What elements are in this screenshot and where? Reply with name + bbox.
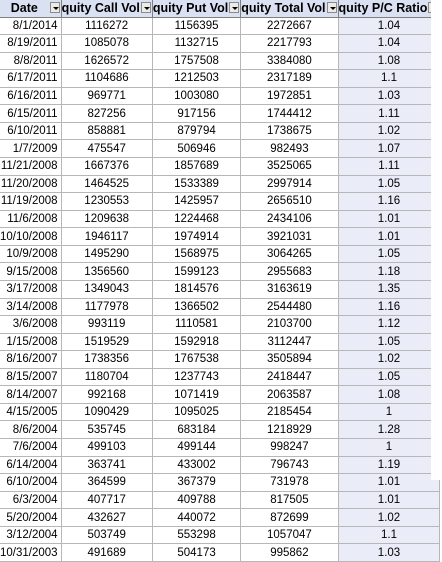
- window-edge: [431, 0, 442, 480]
- table-cell[interactable]: 1.1: [338, 526, 440, 544]
- table-cell[interactable]: 2272667: [241, 17, 338, 35]
- table-cell[interactable]: 11/6/2008: [0, 210, 61, 228]
- table-cell[interactable]: 2418447: [241, 368, 338, 386]
- table-row: [0, 544, 440, 562]
- table-cell[interactable]: 827256: [61, 105, 152, 123]
- table-row: [0, 439, 440, 457]
- table-cell[interactable]: 2103700: [241, 316, 338, 334]
- table-row: [0, 456, 440, 474]
- table-row: [0, 70, 440, 88]
- table-cell[interactable]: 491689: [61, 544, 152, 562]
- table-cell[interactable]: 1626572: [61, 52, 152, 70]
- table-cell[interactable]: 1349043: [61, 280, 152, 298]
- table-cell[interactable]: 1738356: [61, 351, 152, 369]
- table-cell[interactable]: 10/9/2008: [0, 245, 61, 263]
- table-row: [0, 298, 440, 316]
- table-row: [0, 158, 440, 176]
- table-cell[interactable]: 1.12: [338, 316, 440, 334]
- table-cell[interactable]: 3/17/2008: [0, 280, 61, 298]
- table-cell[interactable]: 409788: [152, 491, 240, 509]
- table-cell[interactable]: 1599123: [152, 263, 240, 281]
- table-cell[interactable]: 1/7/2009: [0, 140, 61, 158]
- header-date[interactable]: Date: [0, 0, 61, 17]
- table-cell[interactable]: 1104686: [61, 70, 152, 88]
- table-cell[interactable]: 407717: [61, 491, 152, 509]
- table-cell[interactable]: 3/14/2008: [0, 298, 61, 316]
- table-cell[interactable]: 9/15/2008: [0, 263, 61, 281]
- table-row: [0, 280, 440, 298]
- table-cell[interactable]: 364599: [61, 474, 152, 492]
- table-row: [0, 403, 440, 421]
- table-cell[interactable]: 858881: [61, 122, 152, 140]
- table-cell[interactable]: 506946: [152, 140, 240, 158]
- table-cell[interactable]: 1767538: [152, 351, 240, 369]
- table-cell[interactable]: 1.08: [338, 386, 440, 404]
- table-cell[interactable]: 2063587: [241, 386, 338, 404]
- table-cell[interactable]: 1212503: [152, 70, 240, 88]
- table-row: [0, 333, 440, 351]
- table-cell[interactable]: 1.04: [338, 35, 440, 53]
- table-cell[interactable]: 1.35: [338, 280, 440, 298]
- table-row: [0, 87, 440, 105]
- table-cell[interactable]: 982493: [241, 140, 338, 158]
- table-cell[interactable]: 8/8/2011: [0, 52, 61, 70]
- table-cell[interactable]: 1/15/2008: [0, 333, 61, 351]
- table-cell[interactable]: 1972851: [241, 87, 338, 105]
- table-cell[interactable]: 1132715: [152, 35, 240, 53]
- table-cell[interactable]: 2317189: [241, 70, 338, 88]
- table-cell[interactable]: 6/17/2011: [0, 70, 61, 88]
- table-row: [0, 491, 440, 509]
- table-cell[interactable]: 1.02: [338, 351, 440, 369]
- table-cell[interactable]: 2997914: [241, 175, 338, 193]
- table-cell[interactable]: 1425957: [152, 193, 240, 211]
- table-cell[interactable]: 1.01: [338, 228, 440, 246]
- table-cell[interactable]: 872699: [241, 509, 338, 527]
- table-cell[interactable]: 363741: [61, 456, 152, 474]
- header-total-vol[interactable]: quity Total Vol: [241, 0, 338, 17]
- table-cell[interactable]: 10/10/2008: [0, 228, 61, 246]
- filter-dropdown-icon[interactable]: [141, 2, 151, 13]
- table-cell[interactable]: 1.16: [338, 193, 440, 211]
- table-cell[interactable]: 1218929: [241, 421, 338, 439]
- table-cell[interactable]: 8/19/2011: [0, 35, 61, 53]
- table-cell[interactable]: 995862: [241, 544, 338, 562]
- table-cell[interactable]: 1230553: [61, 193, 152, 211]
- table-cell[interactable]: 1090429: [61, 403, 152, 421]
- table-cell[interactable]: 11/21/2008: [0, 158, 61, 176]
- table-cell[interactable]: 1.11: [338, 158, 440, 176]
- table-cell[interactable]: 1.1: [338, 70, 440, 88]
- table-cell[interactable]: 1116272: [61, 17, 152, 35]
- table-cell[interactable]: 3/12/2004: [0, 526, 61, 544]
- table-row: [0, 509, 440, 527]
- filter-dropdown-icon[interactable]: [229, 2, 239, 13]
- table-cell[interactable]: 553298: [152, 526, 240, 544]
- table-row: [0, 140, 440, 158]
- header-pc-ratio[interactable]: quity P/C Ratio: [338, 0, 440, 17]
- table-row: [0, 421, 440, 439]
- table-cell[interactable]: 1814576: [152, 280, 240, 298]
- table-cell[interactable]: 8/16/2007: [0, 351, 61, 369]
- table-cell[interactable]: 1744412: [241, 105, 338, 123]
- table-cell[interactable]: 992168: [61, 386, 152, 404]
- table-cell[interactable]: 3/6/2008: [0, 316, 61, 334]
- table-cell[interactable]: 1.16: [338, 298, 440, 316]
- table-cell[interactable]: 1366502: [152, 298, 240, 316]
- table-cell[interactable]: 1: [338, 403, 440, 421]
- table-cell[interactable]: 2544480: [241, 298, 338, 316]
- table-row: [0, 316, 440, 334]
- table-cell[interactable]: 1857689: [152, 158, 240, 176]
- table-row: [0, 17, 440, 35]
- table-cell[interactable]: 432627: [61, 509, 152, 527]
- table-cell[interactable]: 917156: [152, 105, 240, 123]
- table-row: [0, 175, 440, 193]
- table-cell[interactable]: 1003080: [152, 87, 240, 105]
- table-cell[interactable]: 1.05: [338, 175, 440, 193]
- table-cell[interactable]: 1.03: [338, 87, 440, 105]
- table-row: [0, 474, 440, 492]
- table-cell[interactable]: 4/15/2005: [0, 403, 61, 421]
- table-cell[interactable]: 1974914: [152, 228, 240, 246]
- table-cell[interactable]: 1.05: [338, 368, 440, 386]
- table-cell[interactable]: 1.05: [338, 333, 440, 351]
- table-cell[interactable]: 6/16/2011: [0, 87, 61, 105]
- table-cell[interactable]: 1757508: [152, 52, 240, 70]
- header-call-vol[interactable]: quity Call Vol: [61, 0, 152, 17]
- table-cell[interactable]: 1237743: [152, 368, 240, 386]
- table-cell[interactable]: 1: [338, 439, 440, 457]
- table-cell[interactable]: 367379: [152, 474, 240, 492]
- table-cell[interactable]: 499144: [152, 439, 240, 457]
- table-cell[interactable]: 817505: [241, 491, 338, 509]
- table-cell[interactable]: 1738675: [241, 122, 338, 140]
- table-cell[interactable]: 1.19: [338, 456, 440, 474]
- table-cell[interactable]: 8/14/2007: [0, 386, 61, 404]
- table-row: [0, 245, 440, 263]
- table-cell[interactable]: 1180704: [61, 368, 152, 386]
- table-cell[interactable]: 6/14/2004: [0, 456, 61, 474]
- table-cell[interactable]: 6/15/2011: [0, 105, 61, 123]
- table-cell[interactable]: 504173: [152, 544, 240, 562]
- table-cell[interactable]: 11/20/2008: [0, 175, 61, 193]
- table-cell[interactable]: 3525065: [241, 158, 338, 176]
- table-cell[interactable]: 6/3/2004: [0, 491, 61, 509]
- table-cell[interactable]: 11/19/2008: [0, 193, 61, 211]
- table-cell[interactable]: 1.08: [338, 52, 440, 70]
- table-cell[interactable]: 796743: [241, 456, 338, 474]
- table-cell[interactable]: 1177978: [61, 298, 152, 316]
- table-row: [0, 351, 440, 369]
- header-put-vol[interactable]: quity Put Vol: [152, 0, 240, 17]
- table-row: [0, 35, 440, 53]
- table-row: [0, 210, 440, 228]
- table-cell[interactable]: 1095025: [152, 403, 240, 421]
- table-row: [0, 52, 440, 70]
- table-cell[interactable]: 1110581: [152, 316, 240, 334]
- table-cell[interactable]: 1464525: [61, 175, 152, 193]
- table-cell[interactable]: 2955683: [241, 263, 338, 281]
- table-cell[interactable]: 7/6/2004: [0, 439, 61, 457]
- table-cell[interactable]: 1592918: [152, 333, 240, 351]
- table-cell[interactable]: 1085078: [61, 35, 152, 53]
- table-row: [0, 526, 440, 544]
- table-cell[interactable]: 3384080: [241, 52, 338, 70]
- table-cell[interactable]: 2656510: [241, 193, 338, 211]
- table-cell[interactable]: 1356560: [61, 263, 152, 281]
- table-cell[interactable]: 1224468: [152, 210, 240, 228]
- table-cell[interactable]: 8/15/2007: [0, 368, 61, 386]
- table-row: [0, 105, 440, 123]
- table-cell[interactable]: 1667376: [61, 158, 152, 176]
- table-cell[interactable]: 2185454: [241, 403, 338, 421]
- table-row: [0, 228, 440, 246]
- table-cell[interactable]: 993119: [61, 316, 152, 334]
- table-cell[interactable]: 1.01: [338, 210, 440, 228]
- table-cell[interactable]: 1071419: [152, 386, 240, 404]
- table-cell[interactable]: 3064265: [241, 245, 338, 263]
- table-cell[interactable]: 683184: [152, 421, 240, 439]
- table-cell[interactable]: 440072: [152, 509, 240, 527]
- table-row: [0, 122, 440, 140]
- table-cell[interactable]: 1.07: [338, 140, 440, 158]
- table-row: [0, 263, 440, 281]
- table-cell[interactable]: 10/31/2003: [0, 544, 61, 562]
- table-cell[interactable]: 8/1/2014: [0, 17, 61, 35]
- table-cell[interactable]: 5/20/2004: [0, 509, 61, 527]
- table-cell[interactable]: 1.03: [338, 544, 440, 562]
- table-cell[interactable]: 3921031: [241, 228, 338, 246]
- table-cell[interactable]: 731978: [241, 474, 338, 492]
- table-cell[interactable]: 6/10/2011: [0, 122, 61, 140]
- table-cell[interactable]: 1495290: [61, 245, 152, 263]
- table-cell[interactable]: 1.05: [338, 245, 440, 263]
- header-row: [0, 0, 440, 17]
- table-cell[interactable]: 998247: [241, 439, 338, 457]
- table-cell[interactable]: 1568975: [152, 245, 240, 263]
- table-cell[interactable]: 1.01: [338, 474, 440, 492]
- table-row: [0, 193, 440, 211]
- table-cell[interactable]: 1209638: [61, 210, 152, 228]
- table-cell[interactable]: 1.28: [338, 421, 440, 439]
- table-cell[interactable]: 503749: [61, 526, 152, 544]
- table-cell[interactable]: 1.04: [338, 17, 440, 35]
- table-cell[interactable]: 1.18: [338, 263, 440, 281]
- table-body: [0, 17, 440, 561]
- table-cell[interactable]: 1.02: [338, 122, 440, 140]
- table-cell[interactable]: 3112447: [241, 333, 338, 351]
- table-row: [0, 386, 440, 404]
- table-cell[interactable]: 3505894: [241, 351, 338, 369]
- table-cell[interactable]: 879794: [152, 122, 240, 140]
- table-cell[interactable]: 3163619: [241, 280, 338, 298]
- table-cell[interactable]: 8/6/2004: [0, 421, 61, 439]
- table-cell[interactable]: 1.01: [338, 491, 440, 509]
- table-cell[interactable]: 969771: [61, 87, 152, 105]
- table-cell[interactable]: 2217793: [241, 35, 338, 53]
- filter-dropdown-icon[interactable]: [50, 2, 60, 13]
- table-cell[interactable]: 1156395: [152, 17, 240, 35]
- table-cell[interactable]: 499103: [61, 439, 152, 457]
- table-cell[interactable]: 1.11: [338, 105, 440, 123]
- table-cell[interactable]: 1519529: [61, 333, 152, 351]
- table-cell[interactable]: 6/10/2004: [0, 474, 61, 492]
- table-cell[interactable]: 535745: [61, 421, 152, 439]
- table-cell[interactable]: 475547: [61, 140, 152, 158]
- table-cell[interactable]: 1533389: [152, 175, 240, 193]
- filter-dropdown-icon[interactable]: [327, 2, 337, 13]
- table-cell[interactable]: 1946117: [61, 228, 152, 246]
- table-cell[interactable]: 2434106: [241, 210, 338, 228]
- table-cell[interactable]: 1057047: [241, 526, 338, 544]
- table-cell[interactable]: 433002: [152, 456, 240, 474]
- table-cell[interactable]: 1.02: [338, 509, 440, 527]
- table-row: [0, 368, 440, 386]
